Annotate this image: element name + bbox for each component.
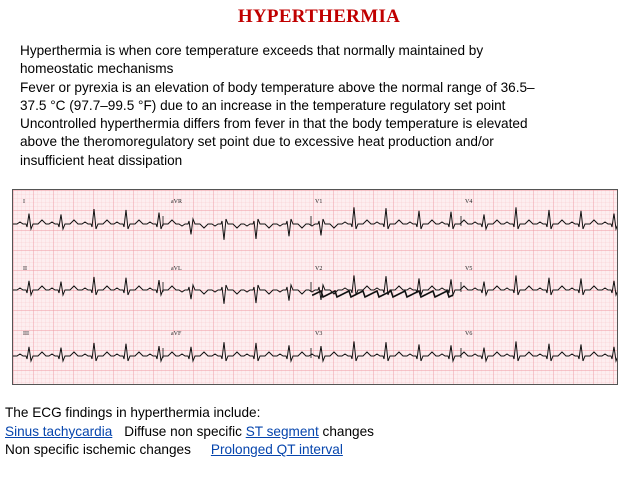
intro-line: Uncontrolled hyperthermia differs from fever in that the body temperature is elevated	[20, 116, 528, 132]
sinus-tachycardia-link[interactable]: Sinus tachycardia	[5, 423, 113, 439]
lead-label-v4: V4	[465, 199, 473, 205]
slide-title: HYPERTHERMIA	[237, 6, 401, 27]
findings-line-1	[5, 423, 625, 442]
st-segment-link[interactable]: ST segment	[245, 423, 319, 439]
findings-line-2	[5, 441, 625, 460]
lead-label-v3: V3	[315, 331, 323, 337]
lead-label-v1: V1	[315, 199, 323, 205]
findings-heading: The ECG findings in hyperthermia include:	[5, 405, 261, 420]
ecg-strip-image	[12, 189, 618, 385]
prolonged-qt-link[interactable]: Prolonged QT interval	[210, 442, 343, 457]
ecg-findings	[5, 404, 625, 460]
intro-line: Hyperthermia is when core temperature exceeds that normally maintained by	[20, 43, 484, 58]
lead-label-v6: V6	[465, 331, 473, 337]
lead-label-v5: V5	[465, 266, 473, 272]
ischemic-text: Non specific ischemic changes	[5, 442, 191, 457]
lead-label-avr: aVR	[171, 199, 182, 205]
lead-label-iii: III	[23, 331, 29, 337]
lead-label-ii: II	[23, 266, 27, 272]
intro-line: homeostatic mechanisms	[20, 61, 174, 77]
intro-line: 37.5 °C (97.7–99.5 °F) due to an increase in the temperature regulatory set point	[20, 97, 506, 113]
lead-label-avl: aVL	[171, 266, 182, 272]
diffuse-text: Diffuse non specific	[124, 423, 242, 439]
lead-label-i: I	[23, 199, 25, 205]
changes-text: changes	[322, 423, 374, 439]
lead-label-v2: V2	[315, 266, 323, 272]
intro-line: Fever or pyrexia is an elevation of body temperature above the normal range of 36.5–	[20, 79, 535, 95]
lead-label-avf: aVF	[171, 331, 182, 337]
intro-text	[20, 42, 620, 170]
intro-line: above the theromoregulatory set point due to excessive heat production and/or	[20, 134, 494, 150]
intro-line: insufficient heat dissipation	[20, 152, 183, 168]
